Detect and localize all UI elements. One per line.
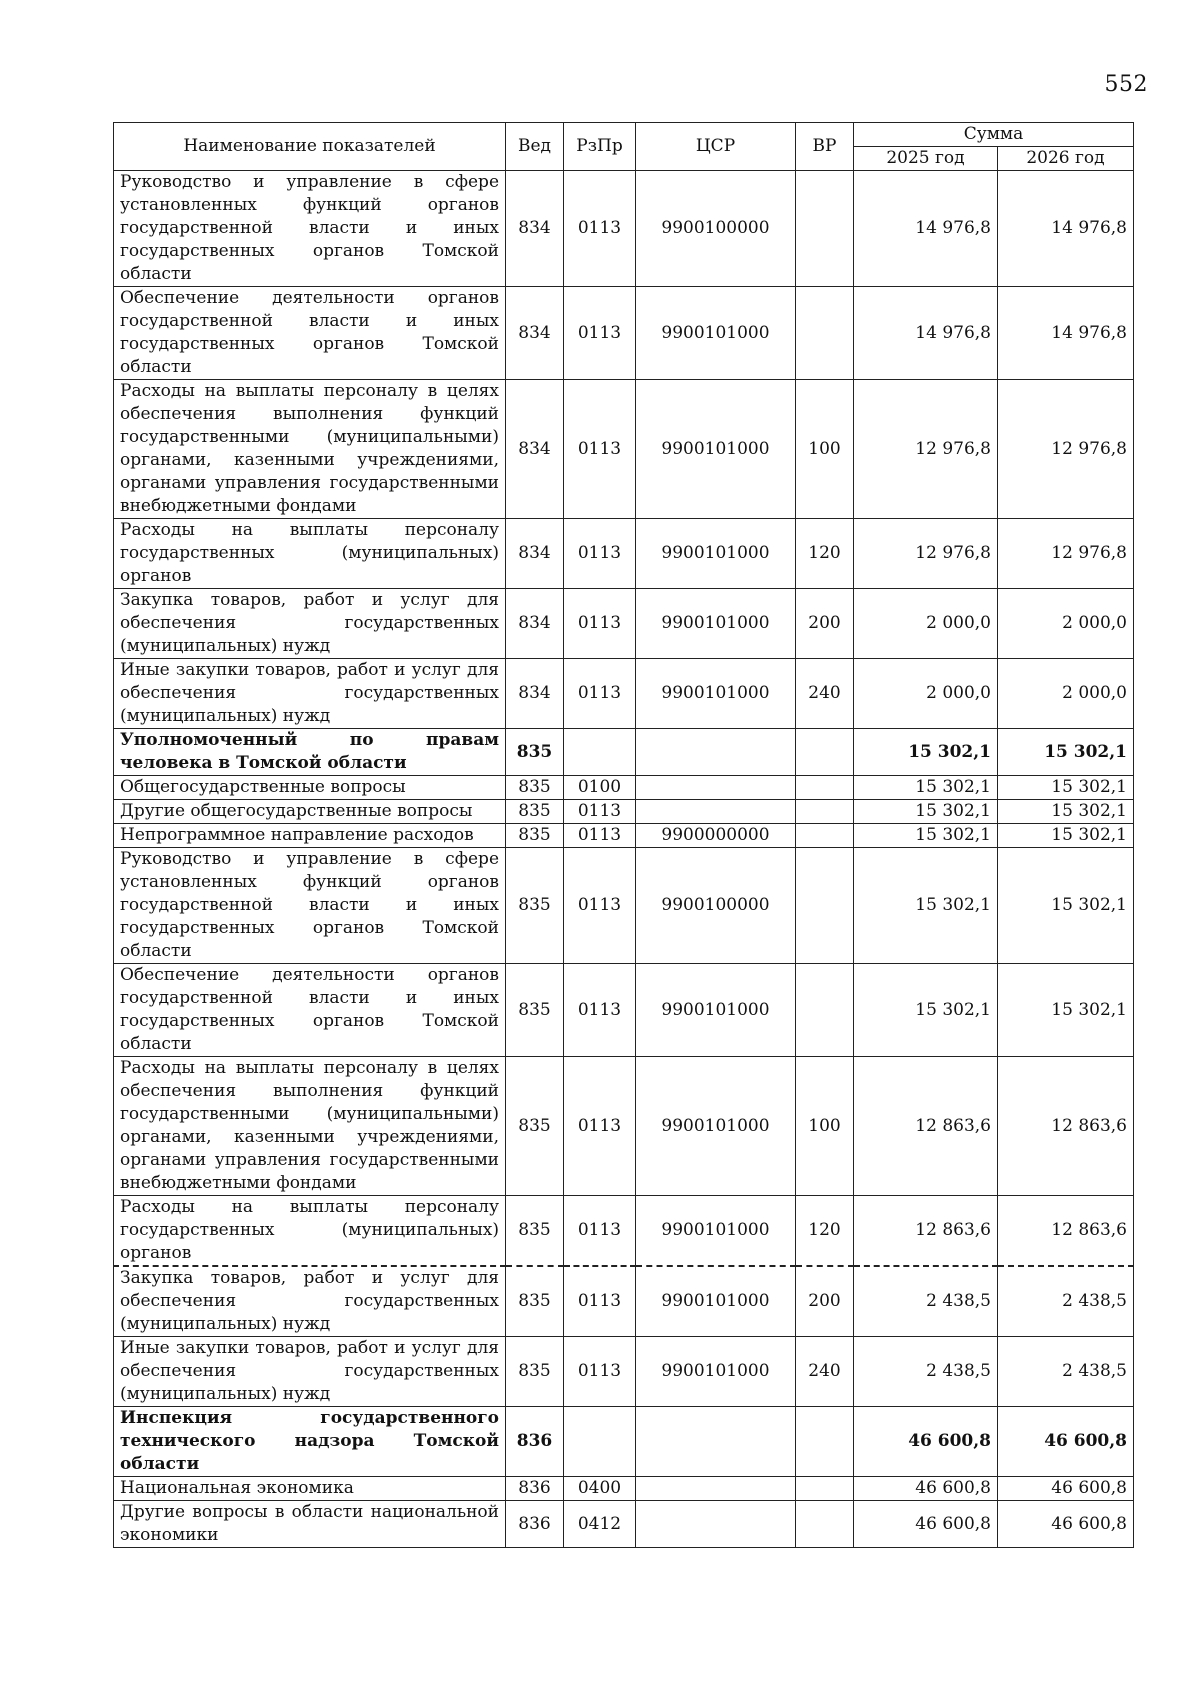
cell-csr: 9900101000: [636, 589, 796, 659]
cell-ved: 834: [506, 519, 564, 589]
cell-sum-2026: 15 302,1: [998, 729, 1134, 776]
cell-name: Непрограммное направление расходов: [114, 824, 506, 848]
cell-sum-2026: 15 302,1: [998, 776, 1134, 800]
cell-rzpr: [564, 1407, 636, 1477]
cell-csr: [636, 1477, 796, 1501]
cell-name: Расходы на выплаты персоналу государственных (муниципальных) органов: [114, 519, 506, 589]
cell-rzpr: 0113: [564, 964, 636, 1057]
cell-ved: 835: [506, 800, 564, 824]
table-row: [114, 589, 1134, 659]
cell-name: Общегосударственные вопросы: [114, 776, 506, 800]
cell-sum-2025: 2 438,5: [854, 1266, 998, 1337]
cell-sum-2025: 15 302,1: [854, 824, 998, 848]
table-row: [114, 1196, 1134, 1267]
table-header: [114, 123, 1134, 171]
cell-vr: 240: [796, 1337, 854, 1407]
table-row: [114, 659, 1134, 729]
cell-ved: 835: [506, 1196, 564, 1267]
cell-rzpr: 0113: [564, 848, 636, 964]
cell-csr: 9900101000: [636, 1196, 796, 1267]
cell-sum-2025: 15 302,1: [854, 776, 998, 800]
cell-vr: 120: [796, 1196, 854, 1267]
table-row: [114, 287, 1134, 380]
cell-rzpr: 0412: [564, 1501, 636, 1548]
cell-ved: 834: [506, 380, 564, 519]
cell-sum-2026: 15 302,1: [998, 800, 1134, 824]
cell-name: Руководство и управление в сфере установленных функций органов государственной власти и иных государственных органов Томской области: [114, 848, 506, 964]
header-name: Наименование показателей: [114, 123, 506, 171]
cell-vr: [796, 1407, 854, 1477]
cell-name: Закупка товаров, работ и услуг для обеспечения государственных (муниципальных) нужд: [114, 1266, 506, 1337]
cell-ved: 835: [506, 776, 564, 800]
cell-ved: 835: [506, 1337, 564, 1407]
cell-ved: 834: [506, 589, 564, 659]
header-sum: Сумма: [854, 123, 1134, 147]
table-row: [114, 964, 1134, 1057]
header-vr: ВР: [796, 123, 854, 171]
table-row: [114, 1477, 1134, 1501]
cell-rzpr: 0113: [564, 800, 636, 824]
table-row: [114, 729, 1134, 776]
cell-vr: 100: [796, 1057, 854, 1196]
cell-ved: 835: [506, 1057, 564, 1196]
cell-sum-2025: 46 600,8: [854, 1501, 998, 1548]
cell-sum-2026: 15 302,1: [998, 824, 1134, 848]
cell-sum-2026: 2 438,5: [998, 1337, 1134, 1407]
cell-csr: [636, 1407, 796, 1477]
table-row: [114, 848, 1134, 964]
cell-name: Иные закупки товаров, работ и услуг для обеспечения государственных (муниципальных) нужд: [114, 1337, 506, 1407]
cell-sum-2025: 15 302,1: [854, 848, 998, 964]
cell-sum-2026: 15 302,1: [998, 964, 1134, 1057]
cell-csr: 9900101000: [636, 287, 796, 380]
cell-sum-2025: 12 976,8: [854, 519, 998, 589]
cell-vr: 200: [796, 1266, 854, 1337]
cell-csr: 9900101000: [636, 1266, 796, 1337]
cell-sum-2025: 15 302,1: [854, 964, 998, 1057]
cell-vr: [796, 776, 854, 800]
cell-rzpr: 0113: [564, 824, 636, 848]
cell-vr: [796, 964, 854, 1057]
cell-sum-2026: 12 863,6: [998, 1196, 1134, 1267]
cell-name: Расходы на выплаты персоналу в целях обеспечения выполнения функций государственными (муниципальными) органами, казенными учреждениями, органами управления государственными внебюджетными фондами: [114, 380, 506, 519]
cell-sum-2025: 14 976,8: [854, 171, 998, 287]
cell-csr: 9900100000: [636, 171, 796, 287]
cell-sum-2026: 12 976,8: [998, 519, 1134, 589]
cell-rzpr: 0113: [564, 519, 636, 589]
cell-ved: 836: [506, 1501, 564, 1548]
cell-sum-2026: 2 000,0: [998, 589, 1134, 659]
cell-sum-2025: 14 976,8: [854, 287, 998, 380]
cell-name: Инспекция государственного технического надзора Томской области: [114, 1407, 506, 1477]
cell-rzpr: 0113: [564, 287, 636, 380]
cell-sum-2026: 15 302,1: [998, 848, 1134, 964]
cell-sum-2025: 46 600,8: [854, 1477, 998, 1501]
cell-ved: 835: [506, 964, 564, 1057]
cell-sum-2025: 15 302,1: [854, 729, 998, 776]
cell-vr: 200: [796, 589, 854, 659]
cell-csr: 9900101000: [636, 380, 796, 519]
cell-rzpr: 0113: [564, 1337, 636, 1407]
table-row: [114, 1266, 1134, 1337]
cell-vr: [796, 171, 854, 287]
cell-rzpr: 0113: [564, 1266, 636, 1337]
cell-vr: [796, 824, 854, 848]
cell-csr: [636, 729, 796, 776]
table-row: [114, 776, 1134, 800]
cell-sum-2026: 12 976,8: [998, 380, 1134, 519]
cell-name: Национальная экономика: [114, 1477, 506, 1501]
cell-sum-2026: 14 976,8: [998, 171, 1134, 287]
cell-rzpr: 0113: [564, 1196, 636, 1267]
cell-name: Другие вопросы в области национальной экономики: [114, 1501, 506, 1548]
table-row: [114, 380, 1134, 519]
header-year-2025: 2025 год: [854, 147, 998, 171]
cell-ved: 836: [506, 1477, 564, 1501]
cell-rzpr: [564, 729, 636, 776]
cell-csr: 9900100000: [636, 848, 796, 964]
cell-sum-2026: 14 976,8: [998, 287, 1134, 380]
table-row: [114, 1057, 1134, 1196]
header-ved: Вед: [506, 123, 564, 171]
header-year-2026: 2026 год: [998, 147, 1134, 171]
cell-sum-2025: 2 000,0: [854, 659, 998, 729]
cell-csr: 9900101000: [636, 1337, 796, 1407]
cell-vr: 120: [796, 519, 854, 589]
cell-sum-2026: 12 863,6: [998, 1057, 1134, 1196]
cell-sum-2025: 2 438,5: [854, 1337, 998, 1407]
cell-sum-2025: 15 302,1: [854, 800, 998, 824]
cell-rzpr: 0113: [564, 380, 636, 519]
cell-vr: 100: [796, 380, 854, 519]
cell-ved: 835: [506, 729, 564, 776]
cell-ved: 834: [506, 659, 564, 729]
cell-vr: [796, 287, 854, 380]
cell-ved: 835: [506, 1266, 564, 1337]
table-row: [114, 1407, 1134, 1477]
cell-rzpr: 0100: [564, 776, 636, 800]
cell-sum-2026: 2 438,5: [998, 1266, 1134, 1337]
cell-name: Расходы на выплаты персоналу в целях обеспечения выполнения функций государственными (муниципальными) органами, казенными учреждениями, органами управления государственными внебюджетными фондами: [114, 1057, 506, 1196]
cell-rzpr: 0113: [564, 1057, 636, 1196]
cell-csr: [636, 800, 796, 824]
table-row: [114, 800, 1134, 824]
cell-name: Обеспечение деятельности органов государственной власти и иных государственных органов Томской области: [114, 964, 506, 1057]
cell-name: Иные закупки товаров, работ и услуг для обеспечения государственных (муниципальных) нужд: [114, 659, 506, 729]
table-body: [114, 171, 1134, 1548]
cell-sum-2026: 46 600,8: [998, 1407, 1134, 1477]
cell-vr: [796, 1477, 854, 1501]
cell-csr: 9900101000: [636, 519, 796, 589]
header-rzpr: РзПр: [564, 123, 636, 171]
cell-csr: 9900101000: [636, 1057, 796, 1196]
cell-sum-2026: 46 600,8: [998, 1501, 1134, 1548]
cell-sum-2026: 2 000,0: [998, 659, 1134, 729]
cell-csr: 9900101000: [636, 659, 796, 729]
cell-sum-2025: 12 976,8: [854, 380, 998, 519]
cell-ved: 834: [506, 287, 564, 380]
cell-rzpr: 0113: [564, 589, 636, 659]
cell-sum-2025: 12 863,6: [854, 1057, 998, 1196]
cell-sum-2025: 2 000,0: [854, 589, 998, 659]
cell-csr: [636, 776, 796, 800]
cell-vr: [796, 848, 854, 964]
cell-name: Другие общегосударственные вопросы: [114, 800, 506, 824]
cell-name: Уполномоченный по правам человека в Томской области: [114, 729, 506, 776]
cell-name: Расходы на выплаты персоналу государственных (муниципальных) органов: [114, 1196, 506, 1267]
cell-sum-2025: 46 600,8: [854, 1407, 998, 1477]
table-row: [114, 1337, 1134, 1407]
cell-ved: 834: [506, 171, 564, 287]
budget-table: [113, 122, 1134, 1548]
cell-rzpr: 0113: [564, 171, 636, 287]
cell-name: Обеспечение деятельности органов государственной власти и иных государственных органов Томской области: [114, 287, 506, 380]
cell-name: Руководство и управление в сфере установленных функций органов государственной власти и иных государственных органов Томской области: [114, 171, 506, 287]
cell-vr: [796, 729, 854, 776]
table-row: [114, 824, 1134, 848]
header-csr: ЦСР: [636, 123, 796, 171]
cell-csr: 9900000000: [636, 824, 796, 848]
cell-csr: [636, 1501, 796, 1548]
cell-rzpr: 0400: [564, 1477, 636, 1501]
table-row: [114, 519, 1134, 589]
table-row: [114, 171, 1134, 287]
cell-name: Закупка товаров, работ и услуг для обеспечения государственных (муниципальных) нужд: [114, 589, 506, 659]
cell-ved: 835: [506, 848, 564, 964]
table-row: [114, 1501, 1134, 1548]
cell-vr: 240: [796, 659, 854, 729]
cell-vr: [796, 800, 854, 824]
cell-vr: [796, 1501, 854, 1548]
cell-rzpr: 0113: [564, 659, 636, 729]
cell-ved: 835: [506, 824, 564, 848]
page-number: 552: [1104, 72, 1148, 97]
cell-csr: 9900101000: [636, 964, 796, 1057]
cell-sum-2026: 46 600,8: [998, 1477, 1134, 1501]
cell-sum-2025: 12 863,6: [854, 1196, 998, 1267]
cell-ved: 836: [506, 1407, 564, 1477]
